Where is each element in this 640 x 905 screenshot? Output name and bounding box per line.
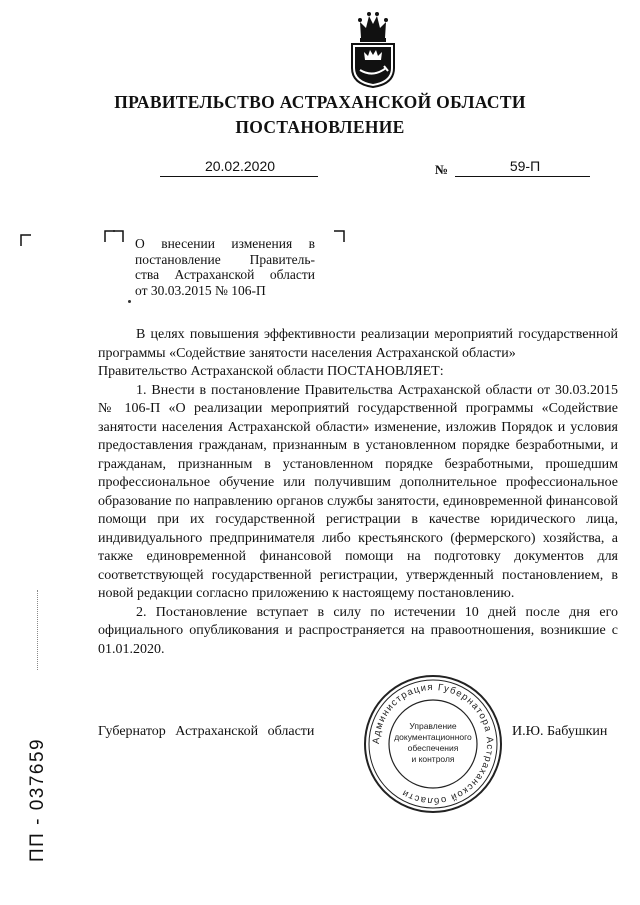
document-subject: [135, 236, 315, 298]
margin-dotted-line: [37, 590, 39, 670]
document-body: [98, 326, 618, 659]
document-date: 20.02.2020: [204, 158, 276, 174]
svg-text:ПП - 037659: ПП - 037659: [27, 737, 48, 862]
document-number: 59-П: [509, 158, 541, 174]
corner-mark-subject-left-inner: [112, 230, 124, 242]
subject-line: ства Астраханской области: [135, 267, 315, 282]
preamble-paragraph: В целях повышения эффективности реализации мероприятий государственной программы «Содействие занятости населения Астраханской области»: [98, 327, 618, 361]
stamp-center-line: и контроля: [411, 754, 455, 764]
number-underline: [455, 176, 590, 177]
resolves-paragraph: Правительство Астраханской области ПОСТАНОВЛЯЕТ:: [98, 364, 444, 379]
subject-line: О внесении изменения в: [135, 236, 315, 251]
document-type-title: ПОСТАНОВЛЕНИЕ: [235, 117, 405, 137]
government-title: ПРАВИТЕЛЬСТВО АСТРАХАНСКОЙ ОБЛАСТИ: [114, 92, 526, 112]
stamp-center-line: Управление: [409, 721, 457, 731]
subject-dot: [128, 300, 131, 303]
stamp-center-line: обеспечения: [407, 743, 459, 753]
number-sign: №: [435, 162, 449, 177]
corner-mark-left: [20, 234, 32, 246]
signatory-position: Губернатор Астраханской области: [98, 724, 315, 739]
official-stamp: [362, 673, 504, 815]
item-2-paragraph: 2. Постановление вступает в силу по истечении 10 дней после дня его официального опубликования и распространяется на правоотношения, возникшие с 01.01.2020.: [98, 604, 618, 657]
item-1-paragraph: 1. Внести в постановление Правительства Астраханской области от 30.03.2015 № 106-П «О реализации мероприятий государственной программы «Содействие занятости населения Астраханской области» изменение, изложив Порядок и условия предоставления гражданам, признанным в установленном порядке безработными, и гражданам, признанным в установленном порядке безработными, прошедшим профессиональное обучение или получившим дополнительное профессиональное образование по направлению органов службы занятости, единовременной финансовой помощи при их государственной регистрации в качестве юридического лица, индивидуального предпринимателя либо крестьянского (фермерского) хозяйства, а также единовременной финансовой помощи на подготовку документов для соответствующей государственной регистрации, утвержденный постановлением, в новой редакции согласно приложению к настоящему постановлению.: [98, 382, 618, 601]
corner-mark-subject-right: [333, 230, 345, 242]
signatory-name: И.Ю. Бабушкин: [512, 724, 608, 739]
coat-of-arms-emblem: [348, 8, 398, 88]
stamp-ring-text: Администрация Губернатора Астраханской области: [370, 681, 496, 807]
subject-line: от 30.03.2015 № 106-П: [135, 282, 266, 298]
date-underline: [160, 176, 318, 177]
subject-line: постановление Правитель-: [135, 251, 315, 267]
form-serial-number: [10, 700, 50, 865]
stamp-center-line: документационного: [394, 732, 472, 742]
